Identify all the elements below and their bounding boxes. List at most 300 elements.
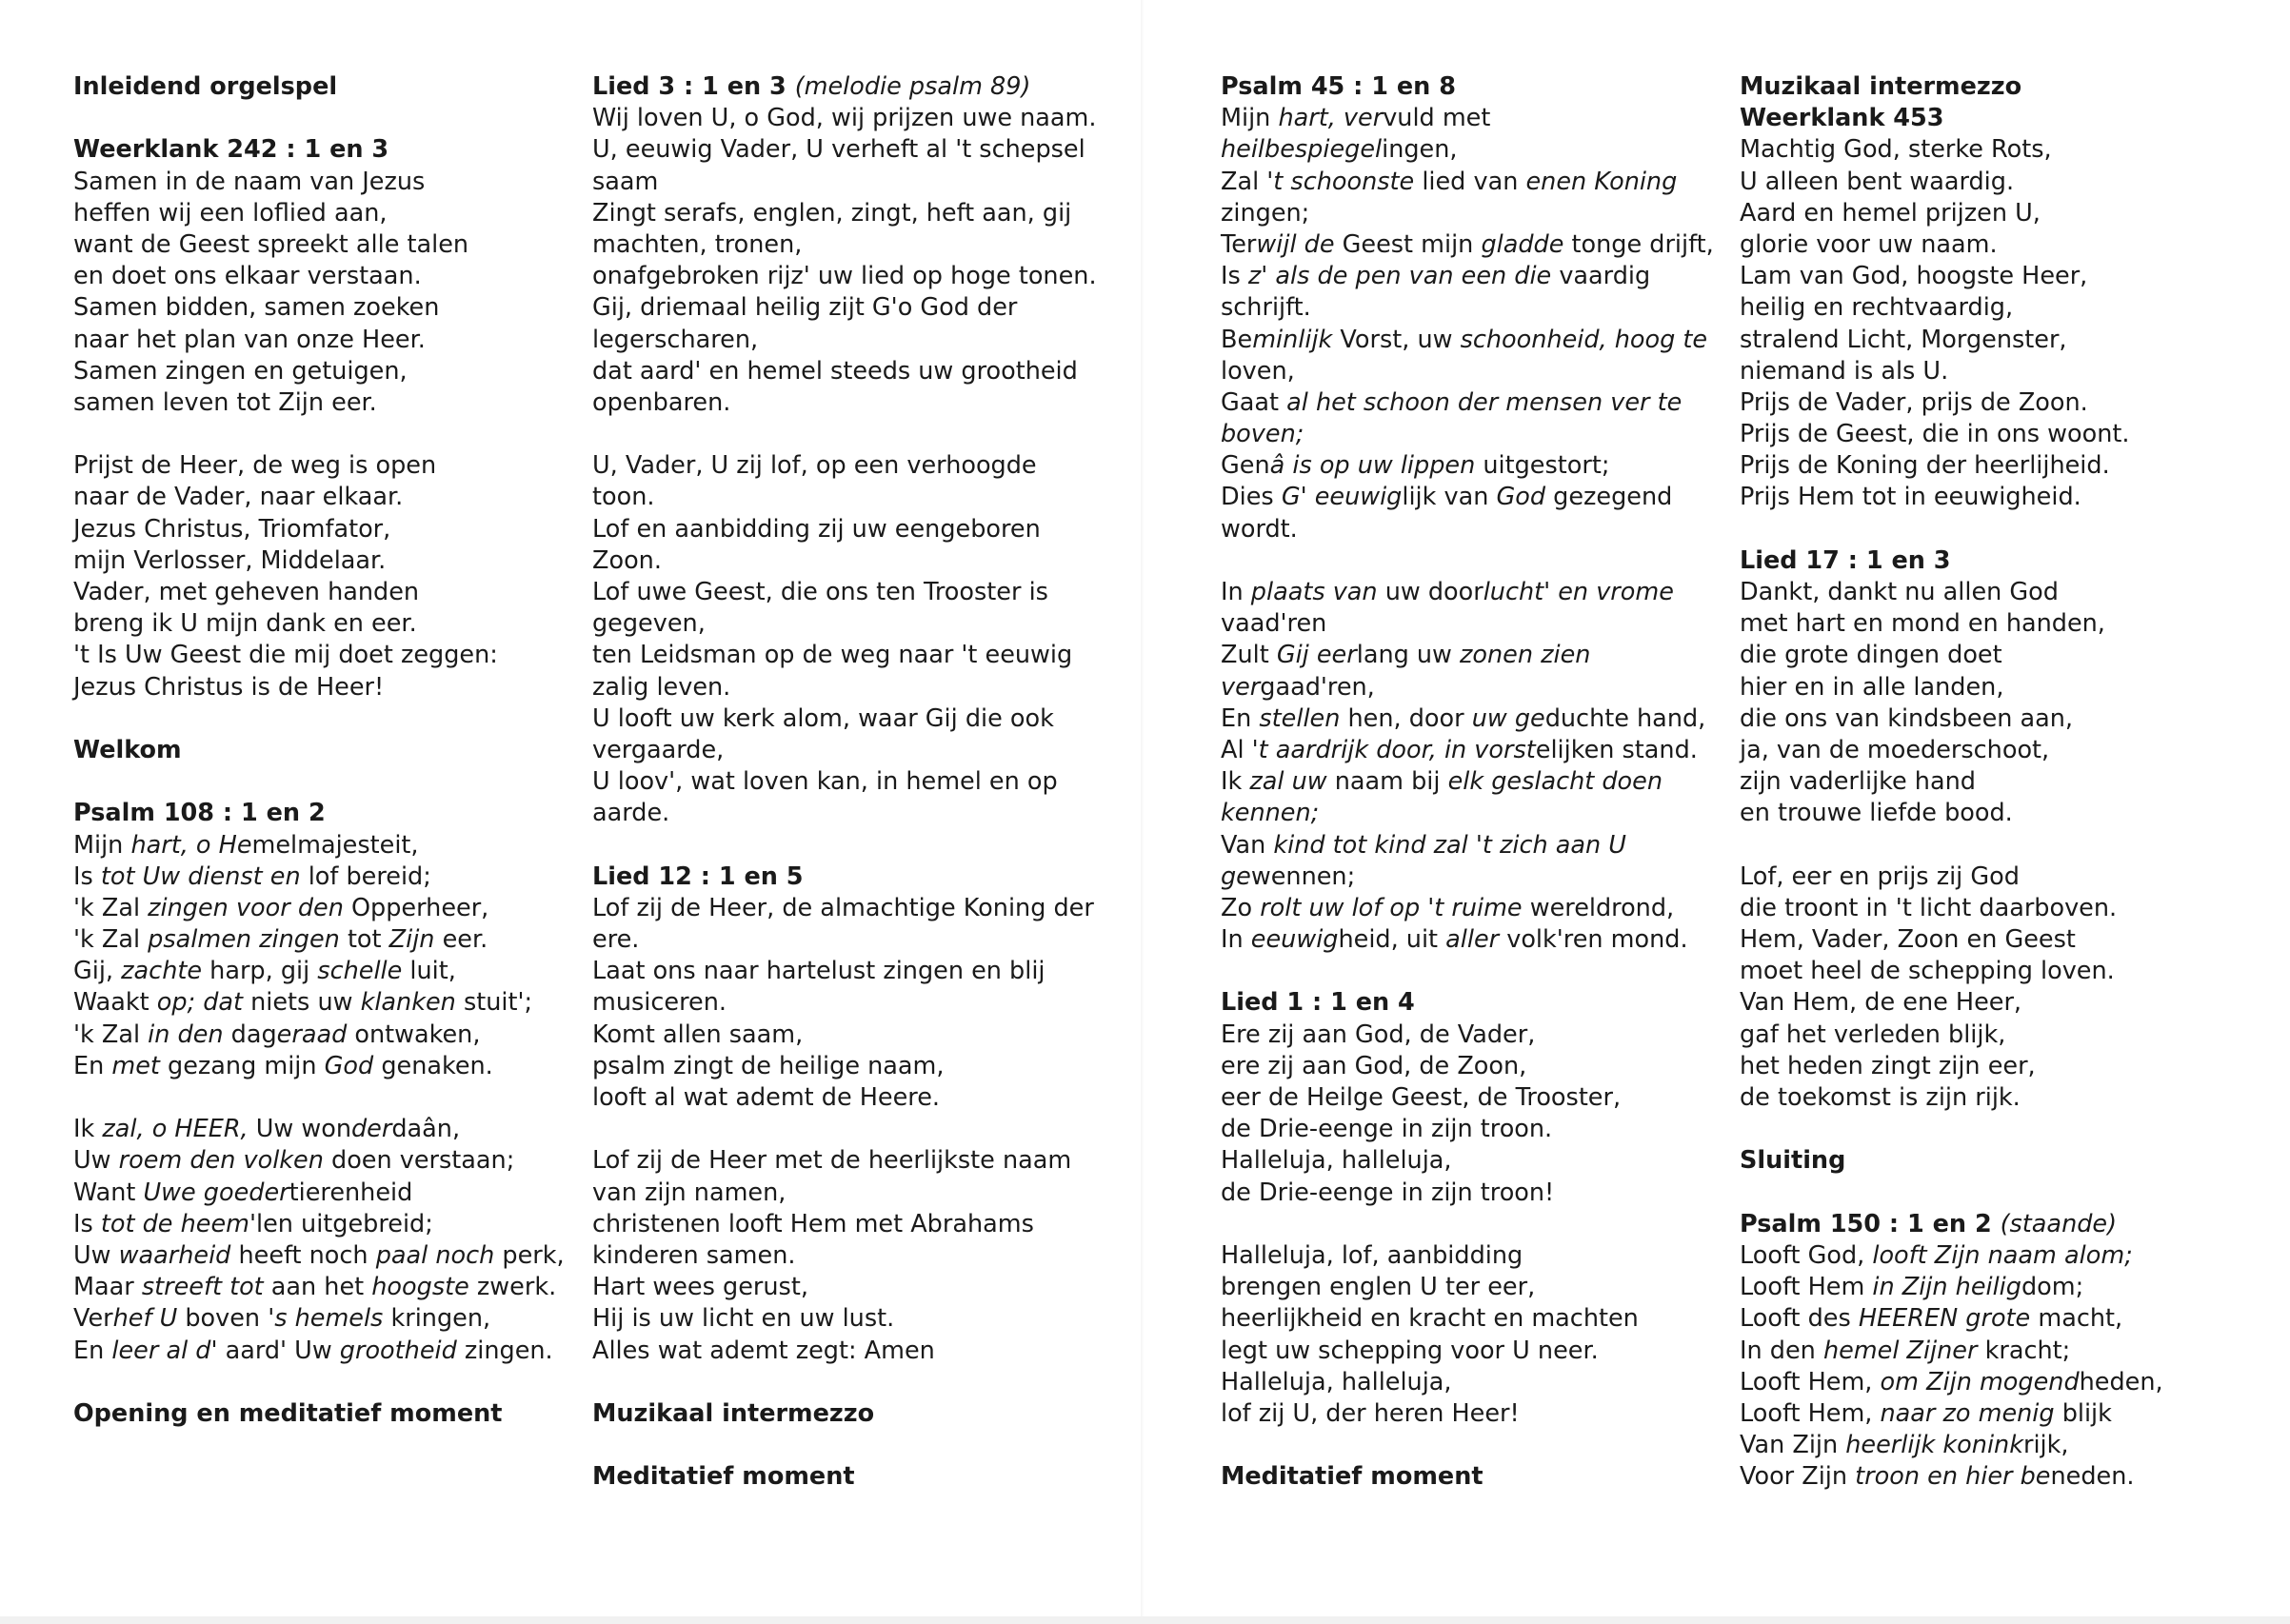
lyric-segment: glorie voor uw naam. — [1740, 229, 1998, 259]
lyric-segment: lang uw — [1356, 641, 1461, 670]
lyric-italic-segment: plaats van — [1250, 578, 1385, 606]
heading-text: Lied 3 : 1 en 3 — [592, 72, 795, 101]
lyric-line — [1221, 1303, 1716, 1335]
lyric-segment: naam bij — [1334, 767, 1448, 797]
lyric-segment: Is — [1221, 262, 1248, 291]
heading-text: Weerklank 453 — [1740, 104, 1944, 133]
lyric-line — [1740, 134, 2235, 166]
lyric-segment: Lam van God, hoogste Heer, — [1740, 262, 2088, 291]
lyric-line — [1740, 640, 2235, 671]
lyric-line — [1740, 419, 2235, 450]
lyric-segment: toon. — [592, 483, 655, 512]
lyric-line — [592, 325, 1087, 356]
lyric-line — [1740, 703, 2235, 735]
lyric-segment: uw door — [1384, 578, 1484, 606]
lyric-segment: Lof uwe Geest, die ons ten Trooster is — [592, 578, 1048, 606]
lyric-segment: ere zij aan God, de Zoon, — [1221, 1051, 1527, 1080]
stanza-gap — [592, 419, 1087, 450]
lyric-italic-segment: boven; — [1221, 420, 1304, 449]
lyric-italic-segment: minlijk — [1252, 325, 1341, 354]
lyric-segment: Geest mijn — [1342, 229, 1482, 259]
lyric-italic-segment: zingen voor den — [148, 893, 351, 922]
lyric-line — [73, 1336, 559, 1367]
heading-text: Weerklank 242 : 1 en 3 — [73, 135, 389, 165]
lyric-line — [1740, 798, 2235, 829]
lyric-line — [1221, 924, 1716, 956]
stanza-gap — [1740, 514, 2235, 545]
lyric-segment: 'k Zal — [73, 925, 149, 955]
lyric-segment: En — [73, 1336, 112, 1365]
lyric-italic-segment: z' als de pen van een die — [1247, 262, 1560, 291]
lyric-segment: gaf het verleden blijk, — [1740, 1020, 2006, 1049]
lyric-italic-segment: paal noch — [375, 1240, 503, 1270]
lyric-segment: blijk — [2061, 1398, 2112, 1428]
lyric-segment: de toekomst is zijn rijk. — [1740, 1083, 2021, 1112]
lyric-italic-segment: roem den volken — [118, 1146, 332, 1176]
section-heading — [1221, 71, 1716, 103]
lyric-line — [1221, 608, 1716, 640]
lyric-segment: Looft Hem, — [1740, 1398, 1881, 1428]
lyric-segment: U, eeuwig Vader, U verheft al 't schepsel — [592, 135, 1085, 165]
lyric-segment: machten, tronen, — [592, 229, 803, 259]
lyric-line — [1221, 103, 1716, 134]
lyric-segment: luit, — [409, 957, 456, 986]
lyric-italic-segment: om; — [2085, 1240, 2133, 1270]
lyric-segment: Machtig God, sterke Rots, — [1740, 135, 2052, 165]
lyric-segment: Ter — [1221, 229, 1257, 259]
lyric-segment: aarde. — [592, 799, 670, 828]
page-bottom-edge — [0, 1616, 2290, 1624]
heading-text: Inleidend orgelspel — [73, 72, 338, 101]
lyric-segment: gaad'ren, — [1260, 672, 1375, 702]
lyric-segment: Ik — [73, 1115, 103, 1144]
heading-text: Meditatief moment — [1221, 1462, 1484, 1492]
lyric-line — [1221, 1145, 1716, 1177]
lyric-segment: het heden zingt zijn eer, — [1740, 1051, 2036, 1080]
lyric-segment: de Drie-eenge in zijn troon. — [1221, 1115, 1553, 1144]
lyric-line — [1740, 229, 2235, 261]
lyric-segment: Halleluja, halleluja, — [1221, 1367, 1452, 1396]
lyric-line — [592, 356, 1087, 387]
lyric-segment: Jezus Christus is de Heer! — [73, 672, 385, 702]
lyric-segment: gegeven, — [592, 609, 706, 639]
stanza-gap — [592, 1430, 1087, 1461]
lyric-italic-segment: 't schoonste — [1266, 167, 1423, 196]
lyric-italic-segment: wijl de — [1256, 229, 1343, 259]
lyric-segment: moet heel de schepping loven. — [1740, 957, 2115, 986]
lyric-segment: Waakt — [73, 988, 157, 1018]
lyric-segment: Looft God, — [1740, 1240, 1873, 1270]
lyric-italic-segment: al het schoon der mensen ver te — [1286, 387, 1683, 417]
lyric-segment: Mijn — [73, 830, 131, 860]
lyric-segment: Hart wees gerust, — [592, 1273, 808, 1302]
lyric-line — [592, 514, 1087, 545]
lyric-line — [1221, 703, 1716, 735]
lyric-segment: openbaren. — [592, 387, 731, 417]
lyric-segment: gezegend — [1553, 483, 1673, 512]
lyric-line — [1740, 325, 2235, 356]
lyric-line — [1221, 514, 1716, 545]
lyric-line — [1740, 735, 2235, 766]
lyric-line — [73, 640, 559, 671]
lyric-segment: In — [1221, 578, 1251, 606]
lyric-line — [1221, 830, 1716, 862]
lyric-segment: Lof zij de Heer, de almachtige Koning der — [592, 893, 1094, 922]
lyric-segment: die grote dingen doet — [1740, 641, 2002, 670]
lyric-segment: Dies — [1221, 483, 1282, 512]
lyric-segment: Gen — [1221, 451, 1270, 481]
lyric-line — [73, 924, 559, 956]
lyric-line — [1221, 1114, 1716, 1145]
lyric-segment: harp, gij — [209, 957, 318, 986]
lyric-line — [1221, 292, 1716, 324]
lyric-line — [1740, 672, 2235, 703]
section-heading — [1740, 71, 2235, 103]
lyric-segment: Halleluja, lof, aanbidding — [1221, 1240, 1523, 1270]
lyric-segment: Looft Hem, — [1740, 1367, 1881, 1396]
lyric-segment: Looft Hem — [1740, 1273, 1873, 1302]
lyric-segment: saam — [592, 167, 659, 196]
lyric-line — [1740, 1336, 2235, 1367]
lyric-segment: heerlijkheid en kracht en machten — [1221, 1304, 1639, 1334]
lyric-line — [1221, 356, 1716, 387]
lyric-segment: Lof en aanbidding zij uw eengeboren — [592, 514, 1041, 544]
lyric-segment: Aard en hemel prijzen U, — [1740, 198, 2041, 228]
lyric-italic-segment: God — [324, 1051, 382, 1080]
lyric-line — [1221, 1082, 1716, 1114]
page-fold — [1141, 0, 1145, 1624]
lyric-italic-segment: eraad — [276, 1020, 355, 1049]
lyric-line — [592, 450, 1087, 482]
lyric-line — [1740, 1398, 2235, 1430]
lyric-line — [1221, 261, 1716, 292]
lyric-line — [1221, 387, 1716, 419]
lyric-segment: dom; — [2021, 1273, 2084, 1302]
lyric-segment: ont — [354, 1020, 395, 1049]
lyric-segment: heden, — [2079, 1367, 2163, 1396]
lyric-line — [73, 956, 559, 987]
lyric-line — [592, 924, 1087, 956]
lyric-line — [592, 482, 1087, 513]
lyric-line — [1221, 229, 1716, 261]
stanza-gap — [1221, 956, 1716, 987]
lyric-segment: tierenheid — [289, 1178, 413, 1207]
lyric-italic-segment: zal, o HEER, — [102, 1115, 256, 1144]
lyric-segment: brengen englen U ter eer, — [1221, 1273, 1536, 1302]
lyric-italic-segment: HEEREN grote — [1858, 1304, 2039, 1334]
lyric-segment: kracht; — [1984, 1336, 2071, 1365]
lyric-italic-segment: leer al d' — [111, 1336, 226, 1365]
lyric-segment: aard' Uw — [225, 1336, 340, 1365]
lyric-segment: Prijs Hem tot in eeuwigheid. — [1740, 483, 2081, 512]
lyric-line — [73, 608, 559, 640]
lyric-segment: Prijs de Geest, die in ons woont. — [1740, 420, 2130, 449]
lyric-segment: Looft des — [1740, 1304, 1859, 1334]
lyric-segment: Samen in de naam van Jezus — [73, 167, 426, 196]
stanza-gap — [1740, 830, 2235, 862]
heading-text: Welkom — [73, 735, 182, 764]
lyric-italic-segment: schoonheid, hoog te — [1460, 325, 1708, 354]
lyric-italic-segment: hemel Zijner — [1822, 1336, 1985, 1365]
lyric-italic-segment: zal uw — [1249, 767, 1335, 797]
lyric-line — [73, 862, 559, 893]
lyric-segment: zingen. — [464, 1336, 553, 1365]
lyric-line — [592, 608, 1087, 640]
lyric-italic-segment: aller — [1445, 925, 1507, 955]
section-heading — [73, 798, 559, 829]
lyric-segment: vaardig — [1559, 262, 1651, 291]
lyric-segment: zwerk. — [476, 1273, 557, 1302]
lyric-italic-segment: naar zo menig — [1880, 1398, 2062, 1428]
lyric-segment: waken, — [394, 1020, 481, 1049]
lyric-segment: Halleluja, halleluja, — [1221, 1146, 1452, 1176]
heading-text: Psalm 108 : 1 en 2 — [73, 799, 326, 828]
section-heading — [592, 1398, 1087, 1430]
lyric-segment: tonge drijft, — [1571, 229, 1714, 259]
lyric-italic-segment: waarheid — [118, 1240, 239, 1270]
heading-text: Opening en meditatief moment — [73, 1398, 503, 1428]
lyric-line — [1740, 1240, 2235, 1272]
lyric-line — [1221, 1398, 1716, 1430]
lyric-line — [1740, 862, 2235, 893]
lyric-segment: looft al wat ademt de Heere. — [592, 1083, 941, 1112]
lyric-line — [1221, 1051, 1716, 1082]
lyric-line — [592, 1240, 1087, 1272]
lyric-line — [1221, 577, 1716, 608]
lyric-italic-segment: kind tot kind zal 't zich aan U — [1273, 830, 1626, 860]
lyric-italic-segment: ver — [1221, 672, 1261, 702]
lyric-line — [1221, 167, 1716, 198]
lyric-segment: heeft noch — [238, 1240, 376, 1270]
lyric-segment: onafgebroken rijz' uw lied op hoge tonen. — [592, 262, 1097, 291]
lyric-segment: melmajesteit, — [251, 830, 419, 860]
lyric-segment: naar de Vader, naar elkaar. — [73, 483, 404, 512]
lyric-segment: 'len uitgebreid; — [249, 1209, 433, 1238]
lyric-segment: dat aard' en hemel steeds uw grootheid — [592, 356, 1078, 386]
lyric-line — [73, 167, 559, 198]
lyric-segment: ja, van de moederschoot, — [1740, 735, 2050, 764]
lyric-italic-segment: heerlijk konink — [1845, 1431, 2023, 1460]
lyric-line — [592, 1051, 1087, 1082]
lyric-line — [1221, 1240, 1716, 1272]
lyric-segment: 'k Zal — [73, 893, 149, 922]
lyric-italic-segment: op; dat — [156, 988, 251, 1018]
lyric-segment: Zo — [1221, 893, 1261, 922]
lyric-segment: Van — [1221, 830, 1274, 860]
lyric-segment: Gaat — [1221, 387, 1287, 417]
section-heading — [73, 134, 559, 166]
lyric-line — [73, 672, 559, 703]
lyric-line — [1221, 672, 1716, 703]
lyric-segment: Ere zij aan God, de Vader, — [1221, 1020, 1536, 1049]
lyric-segment: In den — [1740, 1336, 1823, 1365]
lyric-segment: Voor Zijn — [1740, 1462, 1856, 1492]
lyric-segment: boven — [185, 1304, 269, 1334]
lyric-italic-segment: psalmen zingen — [148, 925, 348, 955]
lyric-segment: ere. — [592, 925, 640, 955]
lyric-segment: stralend Licht, Morgenster, — [1740, 325, 2067, 354]
heading-text: Psalm 150 : 1 en 2 — [1740, 1209, 2001, 1238]
lyric-italic-segment: om Zijn mogend — [1880, 1367, 2080, 1396]
lyric-line — [1740, 167, 2235, 198]
lyric-segment: macht, — [2038, 1304, 2123, 1334]
lyric-segment: niets uw — [250, 988, 361, 1018]
lyric-line — [73, 387, 559, 419]
lyric-line — [592, 167, 1087, 198]
lyric-line — [592, 134, 1087, 166]
lyric-segment: Jezus Christus, Triomfator, — [73, 514, 391, 544]
lyric-line — [1221, 419, 1716, 450]
lyric-line — [1221, 640, 1716, 671]
lyric-italic-segment: Gij eer — [1276, 641, 1357, 670]
lyric-line — [73, 1240, 565, 1272]
lyric-line — [73, 261, 559, 292]
lyric-line — [1740, 482, 2235, 513]
lyric-segment: Gij, — [73, 957, 122, 986]
lyric-segment: die ons van kindsbeen aan, — [1740, 703, 2074, 733]
column-4 — [1740, 71, 2235, 1493]
lyric-line — [1740, 608, 2235, 640]
stanza-gap — [1221, 1209, 1716, 1240]
lyric-line — [73, 545, 559, 577]
lyric-line — [592, 1303, 1087, 1335]
lyric-italic-segment: Uwe goeder — [143, 1178, 289, 1207]
lyric-segment: Laat ons naar hartelust zingen en blij — [592, 957, 1045, 986]
lyric-line — [592, 987, 1087, 1019]
lyric-segment: En — [73, 1051, 112, 1080]
lyric-italic-segment: grootheid — [339, 1336, 465, 1365]
stanza-gap — [73, 419, 559, 450]
lyric-segment: hier en in alle landen, — [1740, 672, 2004, 702]
section-heading — [592, 71, 1087, 103]
lyric-segment: Komt allen saam, — [592, 1020, 804, 1049]
lyric-line — [1740, 766, 2235, 798]
lyric-line — [73, 292, 559, 324]
lyric-segment: duchte hand, — [1544, 703, 1706, 733]
section-heading — [73, 71, 559, 103]
lyric-line — [1740, 1020, 2235, 1051]
lyric-segment: aan het — [270, 1273, 372, 1302]
lyric-segment: Maar — [73, 1273, 142, 1302]
lyric-italic-segment: klanken — [360, 988, 464, 1018]
lyric-segment: Hij is uw licht en uw lust. — [592, 1304, 895, 1334]
lyric-italic-segment: Zijn — [388, 925, 443, 955]
lyric-line — [592, 956, 1087, 987]
lyric-segment: elijken stand. — [1535, 735, 1698, 764]
lyric-segment: Al — [1221, 735, 1252, 764]
lyric-italic-segment: stellen — [1259, 703, 1348, 733]
lyric-segment: niemand is als U. — [1740, 356, 1949, 386]
lyric-segment: doen verstaan; — [331, 1146, 515, 1176]
lyric-segment: ingen, — [1382, 135, 1458, 165]
lyric-segment: stuit'; — [463, 988, 533, 1018]
lyric-segment: Prijs de Vader, prijs de Zoon. — [1740, 387, 2088, 417]
lyric-line — [1740, 1082, 2235, 1114]
lyric-line — [1740, 924, 2235, 956]
lyric-italic-segment: lucht' en vrome — [1483, 578, 1674, 606]
lyric-segment: Ver — [73, 1304, 113, 1334]
lyric-line — [1740, 1303, 2235, 1335]
lyric-line — [592, 1209, 1087, 1240]
lyric-line — [1740, 1461, 2235, 1493]
lyric-segment: Lof, eer en prijs zij God — [1740, 862, 2020, 891]
lyric-segment: En — [1221, 703, 1260, 733]
lyric-segment: dag — [230, 1020, 277, 1049]
column-1 — [73, 71, 565, 1430]
lyric-italic-segment: hart, ver — [1278, 104, 1384, 133]
column-3 — [1221, 71, 1716, 1493]
stanza-gap — [1740, 1178, 2235, 1209]
lyric-line — [1740, 198, 2235, 229]
lyric-line — [73, 1209, 559, 1240]
lyric-segment: die troont in 't licht daarboven. — [1740, 893, 2118, 922]
lyric-segment: genaken. — [381, 1051, 493, 1080]
lyric-segment: Zingt serafs, englen, zingt, heft aan, gij — [592, 198, 1072, 228]
lyric-segment: schrijft. — [1221, 293, 1311, 323]
section-heading — [1740, 545, 2235, 577]
lyric-segment: naar het plan van onze Heer. — [73, 325, 426, 354]
lyric-segment: Vader, met geheven handen — [73, 578, 420, 606]
lyric-italic-segment: eeuwig — [1250, 925, 1339, 955]
lyric-segment: Lof zij de Heer met de heerlijkste naam — [592, 1146, 1072, 1176]
lyric-segment: Prijs de Koning der heerlijheid. — [1740, 451, 2110, 481]
stanza-gap — [73, 703, 559, 735]
lyric-segment: vergaarde, — [592, 735, 725, 764]
lyric-segment: lied van — [1422, 167, 1526, 196]
lyric-italic-segment: ge — [1221, 862, 1251, 891]
lyric-segment: Be — [1221, 325, 1253, 354]
lyric-line — [1740, 987, 2235, 1019]
lyric-italic-segment: gladde — [1481, 229, 1572, 259]
lyric-italic-segment: looft Zijn naam al — [1872, 1240, 2086, 1270]
lyric-line — [1221, 482, 1716, 513]
lyric-segment: wennen; — [1250, 862, 1356, 891]
lyric-segment: volk'ren mond. — [1506, 925, 1688, 955]
lyric-segment: Opperheer, — [350, 893, 489, 922]
lyric-segment: gezang mijn — [168, 1051, 325, 1080]
lyric-line — [73, 356, 559, 387]
section-heading — [1221, 1461, 1716, 1493]
lyric-segment: Zal — [1221, 167, 1267, 196]
lyric-segment: wereldrond, — [1529, 893, 1675, 922]
lyric-line — [1221, 893, 1716, 924]
lyric-line — [592, 577, 1087, 608]
lyric-segment: Uw won — [255, 1115, 351, 1144]
heading-text: Lied 17 : 1 en 3 — [1740, 545, 1951, 575]
lyric-segment: zalig leven. — [592, 672, 731, 702]
lyric-segment: eer. — [442, 925, 488, 955]
lyric-italic-segment: God — [1496, 483, 1554, 512]
lyric-segment: zingen; — [1221, 198, 1310, 228]
lyric-segment: psalm zingt de heilige naam, — [592, 1051, 945, 1080]
lyric-line — [73, 1272, 559, 1303]
lyric-line — [592, 1272, 1087, 1303]
lyric-italic-segment: tot Uw dienst en — [100, 862, 309, 891]
lyric-segment: legerscharen, — [592, 325, 759, 354]
section-heading — [592, 1461, 1087, 1493]
lyric-line — [1221, 325, 1716, 356]
lyric-segment: Van Hem, de ene Heer, — [1740, 988, 2022, 1018]
lyric-italic-segment: troon en hier be — [1855, 1462, 2051, 1492]
lyric-segment: U alleen bent waardig. — [1740, 167, 2015, 196]
lyric-segment: ten Leidsman op de weg naar 't eeuwig — [592, 641, 1073, 670]
lyric-line — [1221, 1367, 1716, 1398]
stanza-gap — [73, 766, 559, 798]
heading-text: Lied 12 : 1 en 5 — [592, 862, 804, 891]
column-2 — [592, 71, 1097, 1493]
lyric-segment: loven, — [1221, 356, 1295, 386]
heading-note: (melodie psalm 89) — [794, 72, 1031, 101]
